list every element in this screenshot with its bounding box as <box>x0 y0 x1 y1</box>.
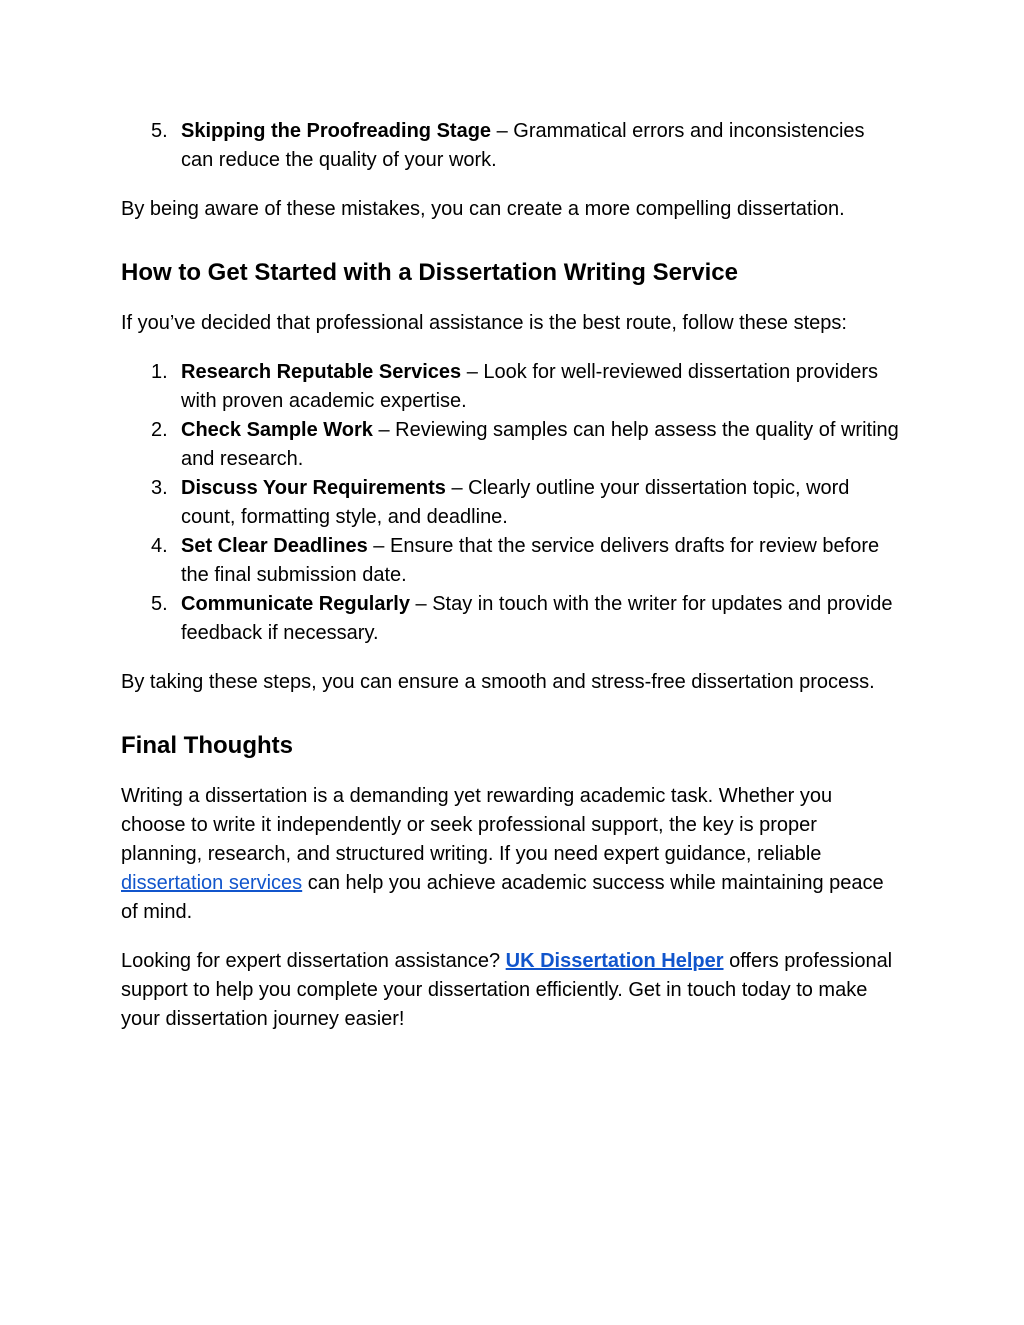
aware-paragraph: By being aware of these mistakes, you can create a more compelling dissertation. <box>121 198 845 220</box>
uk-dissertation-helper-link[interactable]: UK Dissertation Helper <box>505 950 724 972</box>
list-item <box>121 590 901 648</box>
paragraph-text: Writing a dissertation is a demanding yet rewarding academic task. Whether you choose to write it independently or seek professional support, the key is proper planning, research, and structured writing. If you need expert guidance, reliable <box>121 785 833 865</box>
decided-paragraph: If you’ve decided that professional assistance is the best route, follow these steps: <box>121 312 847 334</box>
list-number: 2. <box>151 419 168 441</box>
list-number: 1. <box>151 361 168 383</box>
call-to-action-paragraph <box>121 947 901 1034</box>
list-item-lead: Discuss Your Requirements <box>181 477 446 499</box>
list-item-text: – Reviewing samples can help assess the quality of writing and research. <box>181 419 899 470</box>
list-item-text: – Clearly outline your dissertation topic, word count, formatting style, and deadline. <box>181 477 850 528</box>
list-item-lead: Skipping the Proofreading Stage <box>181 120 492 142</box>
paragraph-text: Looking for expert dissertation assistance? <box>121 950 506 972</box>
steps-list <box>121 358 901 648</box>
section-heading-get-started: How to Get Started with a Dissertation Writing Service <box>121 259 739 286</box>
list-item-text: – Stay in touch with the writer for updates and provide feedback if necessary. <box>181 593 893 644</box>
list-number: 3. <box>151 477 168 499</box>
list-item <box>121 532 901 590</box>
list-item-lead: Set Clear Deadlines <box>181 535 368 557</box>
section-heading-final-thoughts: Final Thoughts <box>121 732 293 759</box>
list-item <box>121 474 901 532</box>
list-item-lead: Check Sample Work <box>181 419 373 441</box>
list-item <box>121 117 901 175</box>
list-number: 5. <box>151 120 168 142</box>
list-item-text: – Ensure that the service delivers drafts for review before the final submission date. <box>181 535 880 586</box>
list-item <box>121 358 901 416</box>
paragraph-text: offers professional support to help you complete your dissertation efficiently. Get in touch today to make your dissertation journey easier! <box>121 950 893 1030</box>
mistakes-list-continued <box>121 117 901 175</box>
document-page <box>121 117 901 1054</box>
final-thoughts-paragraph <box>121 782 901 927</box>
steps-summary-paragraph: By taking these steps, you can ensure a smooth and stress-free dissertation process. <box>121 671 875 693</box>
list-item-text: – Look for well-reviewed dissertation providers with proven academic expertise. <box>181 361 879 412</box>
list-item-lead: Research Reputable Services <box>181 361 462 383</box>
list-number: 5. <box>151 593 168 615</box>
list-item <box>121 416 901 474</box>
paragraph-text: can help you achieve academic success while maintaining peace of mind. <box>121 872 884 923</box>
list-item-text: – Grammatical errors and inconsistencies can reduce the quality of your work. <box>181 120 865 171</box>
list-number: 4. <box>151 535 168 557</box>
dissertation-services-link[interactable]: dissertation services <box>121 872 303 894</box>
list-item-lead: Communicate Regularly <box>181 593 410 615</box>
